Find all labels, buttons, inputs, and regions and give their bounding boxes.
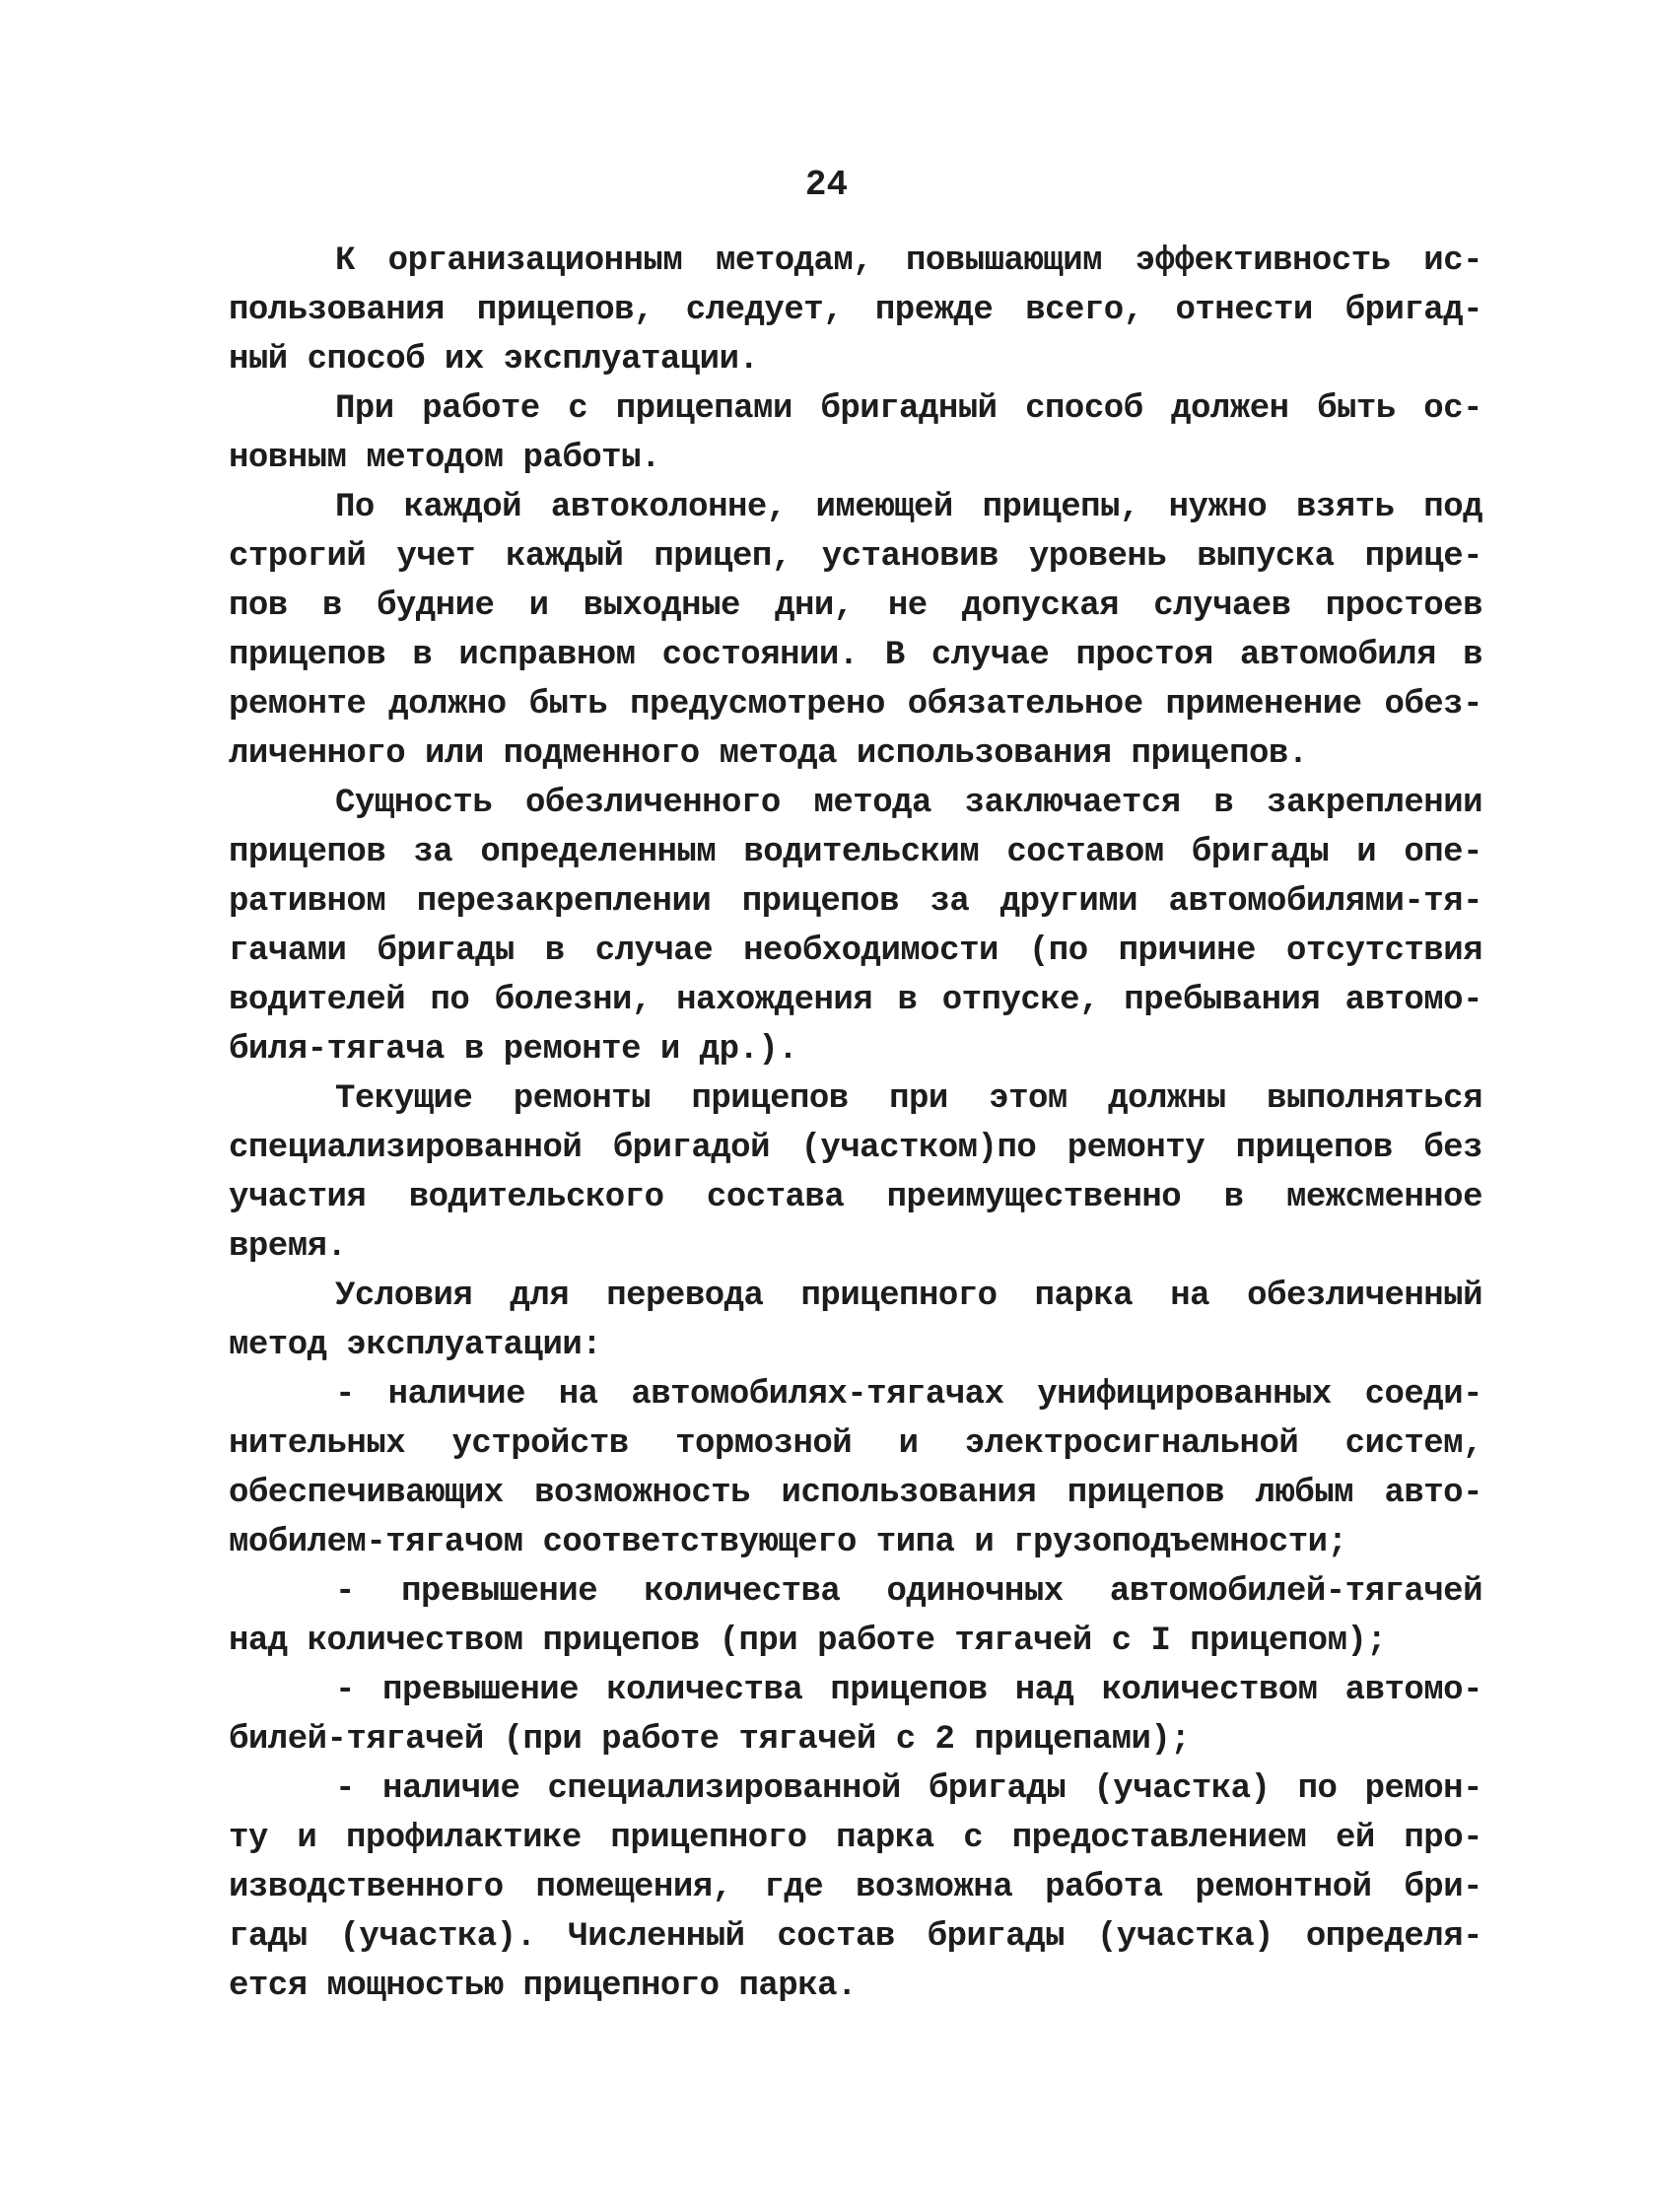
- text-line: нительных устройств тормозной и электросигнальной систем,: [229, 1425, 1482, 1463]
- text-line: изводственного помещения, где возможна работа ремонтной бри-: [229, 1869, 1482, 1906]
- text-line: ный способ их эксплуатации.: [229, 341, 759, 379]
- text-line: личенного или подменного метода использования прицепов.: [229, 735, 1308, 773]
- text-line: метод эксплуатации:: [229, 1327, 602, 1364]
- text-line: над количеством прицепов (при работе тягачей с I прицепом);: [229, 1623, 1387, 1660]
- text-line: участия водительского состава преимущественно в межсменное: [229, 1179, 1482, 1216]
- text-line: ту и профилактике прицепного парка с предоставлением ей про-: [229, 1820, 1482, 1857]
- text-line: строгий учет каждый прицеп, установив уровень выпуска прице-: [229, 538, 1482, 576]
- text-line: ремонте должно быть предусмотрено обязательное применение обез-: [229, 686, 1482, 724]
- body-text: [229, 237, 1482, 2011]
- text-line: прицепов за определенным водительским составом бригады и опе-: [229, 834, 1482, 871]
- text-line: По каждой автоколонне, имеющей прицепы, нужно взять под: [335, 489, 1482, 526]
- text-line: К организационным методам, повышающим эффективность ис-: [335, 242, 1482, 280]
- text-line: - наличие специализированной бригады (участка) по ремон-: [335, 1770, 1482, 1808]
- text-line: пользования прицепов, следует, прежде всего, отнести бригад-: [229, 292, 1482, 329]
- text-line: билей-тягачей (при работе тягачей с 2 прицепами);: [229, 1721, 1191, 1759]
- text-line: время.: [229, 1228, 347, 1266]
- text-line: обеспечивающих возможность использования прицепов любым авто-: [229, 1475, 1482, 1512]
- text-line: гады (участка). Численный состав бригады (участка) определя-: [229, 1918, 1482, 1956]
- text-line: - превышение количества прицепов над количеством автомо-: [335, 1672, 1482, 1709]
- text-line: Сущность обезличенного метода заключается в закреплении: [335, 785, 1482, 822]
- text-line: водителей по болезни, нахождения в отпуске, пребывания автомо-: [229, 982, 1482, 1019]
- text-line: пов в будние и выходные дни, не допуская случаев простоев: [229, 588, 1482, 625]
- text-line: Текущие ремонты прицепов при этом должны выполняться: [335, 1080, 1482, 1118]
- text-line: гачами бригады в случае необходимости (по причине отсутствия: [229, 933, 1482, 970]
- text-line: При работе с прицепами бригадный способ должен быть ос-: [335, 390, 1482, 428]
- text-line: ется мощностью прицепного парка.: [229, 1968, 857, 2005]
- text-line: ративном перезакреплении прицепов за другими автомобилями-тя-: [229, 883, 1482, 921]
- text-line: - превышение количества одиночных автомобилей-тягачей: [335, 1573, 1482, 1611]
- text-line: специализированной бригадой (участком)по ремонту прицепов без: [229, 1130, 1482, 1167]
- text-line: Условия для перевода прицепного парка на обезличенный: [335, 1278, 1482, 1315]
- text-line: прицепов в исправном состоянии. В случае простоя автомобиля в: [229, 637, 1482, 674]
- text-line: биля-тягача в ремонте и др.).: [229, 1031, 798, 1069]
- page-number: 24: [804, 165, 849, 205]
- text-line: новным методом работы.: [229, 440, 660, 477]
- text-line: - наличие на автомобилях-тягачах унифицированных соеди-: [335, 1376, 1482, 1414]
- text-line: мобилем-тягачом соответствующего типа и грузоподъемности;: [229, 1524, 1347, 1561]
